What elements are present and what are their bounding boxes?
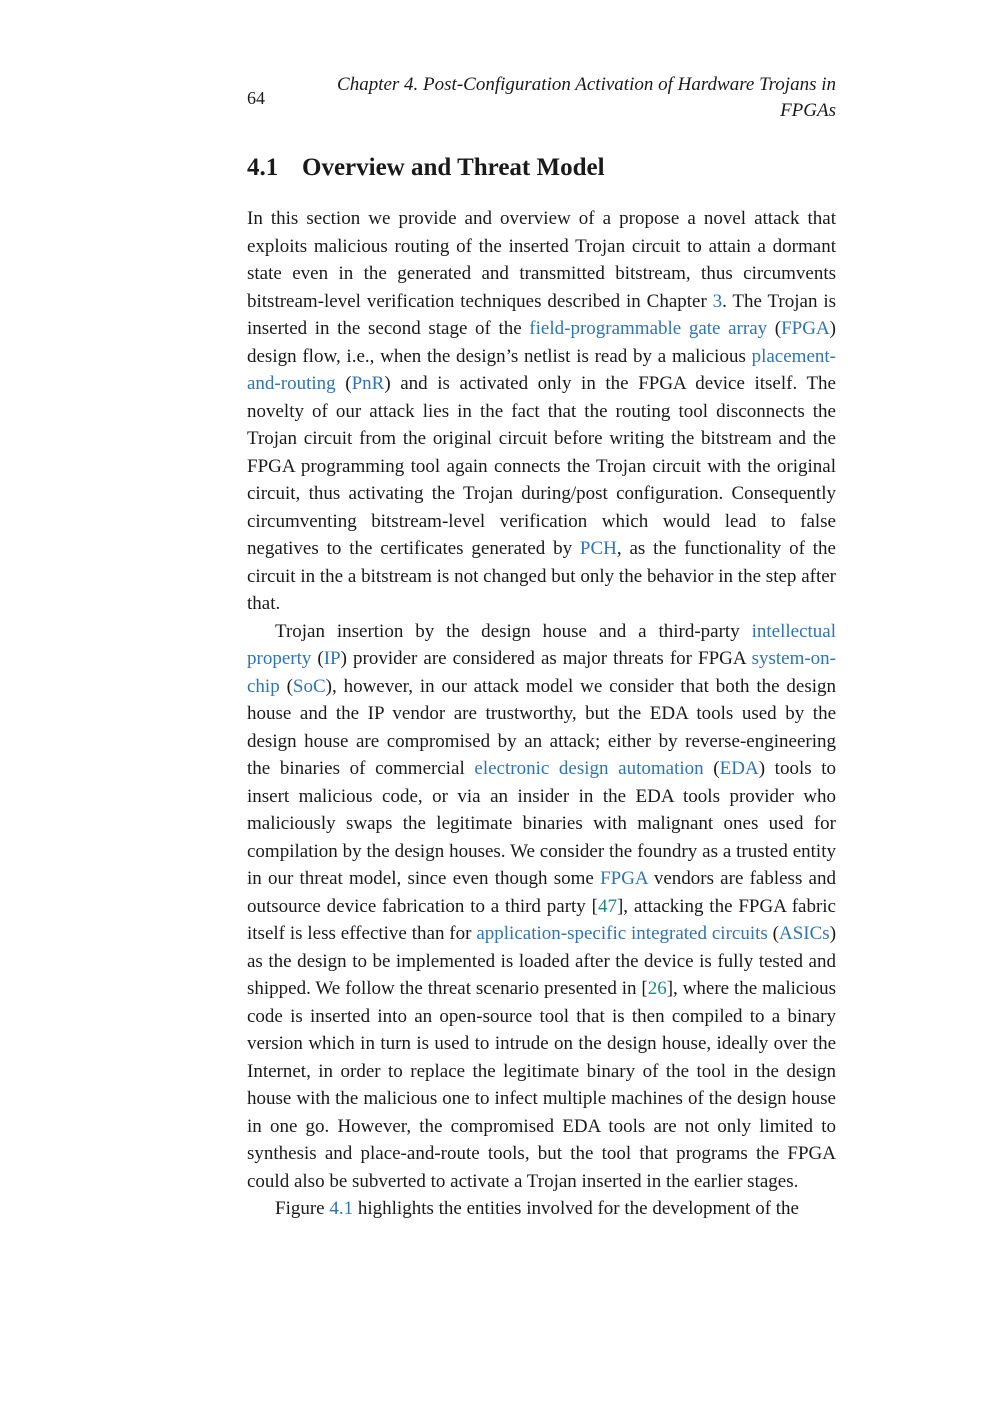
text-run: . The Trojan is inserted in the second stage of the: [247, 290, 836, 339]
paragraph-2: [247, 618, 836, 1196]
glossary-link-fpga-long[interactable]: field-programmable gate array: [529, 318, 768, 339]
chapter-reference-link[interactable]: 3: [712, 290, 723, 312]
text-run: (: [279, 675, 293, 697]
body-text: [247, 205, 836, 1223]
text-run: ) design flow, i.e., when the design’s netlist is read by a malicious: [247, 318, 836, 367]
section-title: Overview and Threat Model: [302, 154, 605, 181]
text-run: Figure: [275, 1198, 330, 1219]
figure-reference-link[interactable]: 4.1: [329, 1198, 354, 1219]
text-run: , as the functionality of the circuit in the a bitstream is not changed but only the behavior in the step after that.: [247, 538, 836, 614]
text-run: ) provider are considered as major threats for FPGA: [340, 648, 752, 669]
running-head-line-2: FPGAs: [780, 100, 836, 121]
text-run: (: [767, 923, 779, 944]
section-heading: [247, 154, 605, 182]
citation-link-47[interactable]: 47: [597, 895, 617, 917]
text-run: highlights the entities involved for the development of the: [353, 1198, 799, 1219]
text-run: vendors are fabless and outsource device fabrication to a third party [: [247, 868, 836, 917]
text-run: (: [767, 318, 782, 339]
page-number: 64: [247, 88, 265, 108]
glossary-link-soc-long[interactable]: system-on-chip: [247, 648, 836, 697]
glossary-link-ip[interactable]: IP: [323, 648, 341, 669]
running-head: [276, 72, 836, 124]
text-run: ) and is activated only in the FPGA device itself. The novelty of our attack lies in the fact that the routing tool disconnects the Trojan circuit from the original circuit before writing the bitstream and the FPGA programming tool again connects the Trojan circuit with the original circuit, thus activating the Trojan during/post configuration. Consequently circumventing bitstream-level verification which would lead to false negatives to the certificates generated by: [247, 373, 836, 559]
text-run: In this section we provide and overview of a propose a novel attack that exploits malicious routing of the inserted Trojan circuit to attain a dormant state even in the generated and transmitted bitstream, thus circumvents bitstream-level verification techniques described in Chapter: [247, 208, 836, 312]
text-run: (: [335, 373, 352, 394]
text-run: ), however, in our attack model we consider that both the design house and the IP vendor are trustworthy, but the EDA tools used by the design house are compromised by an attack; either by reverse-engineering the binaries of commercial: [247, 675, 837, 779]
glossary-link-pnr[interactable]: PnR: [351, 373, 385, 394]
text-run: ) as the design to be implemented is loaded after the device is fully tested and shipped. We follow the threat scenario presented in [: [247, 923, 837, 999]
text-run: Trojan insertion by the design house and a third-party: [275, 620, 752, 642]
text-run: ) tools to insert malicious code, or via an insider in the EDA tools provider who maliciously swaps the legitimate binaries with malignant ones used for compilation by the design houses. We consider the foundry as a trusted entity in our threat model, since even though some: [247, 758, 837, 889]
glossary-link-pnr-long[interactable]: placement-and-routing: [247, 345, 836, 394]
text-run: ], where the malicious code is inserted into an open-source tool that is then compiled to a binary version which in turn is used to intrude on the design house, ideally over the Internet, in order to replace the legitimate binary of the tool in the design house with the malicious one to infect multiple machines of the design house in one go. However, the compromised EDA tools are not only limited to synthesis and place-and-route tools, but the tool that programs the FPGA could also be subverted to activate a Trojan inserted in the earlier stages.: [247, 978, 836, 1192]
glossary-link-soc[interactable]: SoC: [292, 675, 326, 697]
glossary-link-asic-long[interactable]: application-specific integrated circuits: [476, 923, 768, 944]
glossary-link-fpga[interactable]: FPGA: [781, 318, 830, 339]
paragraph-3: [247, 1195, 836, 1223]
text-run: ], attacking the FPGA fabric itself is less effective than for: [247, 895, 836, 944]
running-head-line-1: Chapter 4. Post-Configuration Activation of Hardware Trojans in: [337, 74, 836, 95]
glossary-link-asic[interactable]: ASICs: [779, 923, 830, 944]
section-number: 4.1: [247, 154, 279, 181]
text-run: (: [703, 758, 720, 779]
citation-link-26[interactable]: 26: [647, 978, 667, 999]
glossary-link-fpga-2[interactable]: FPGA: [600, 868, 648, 889]
glossary-link-pch[interactable]: PCH: [579, 538, 617, 559]
glossary-link-eda[interactable]: EDA: [719, 758, 759, 779]
text-run: (: [311, 648, 324, 669]
paragraph-1: [247, 205, 836, 618]
glossary-link-eda-long[interactable]: electronic design automation: [474, 758, 704, 779]
glossary-link-ip-long[interactable]: intellectual property: [247, 620, 836, 669]
